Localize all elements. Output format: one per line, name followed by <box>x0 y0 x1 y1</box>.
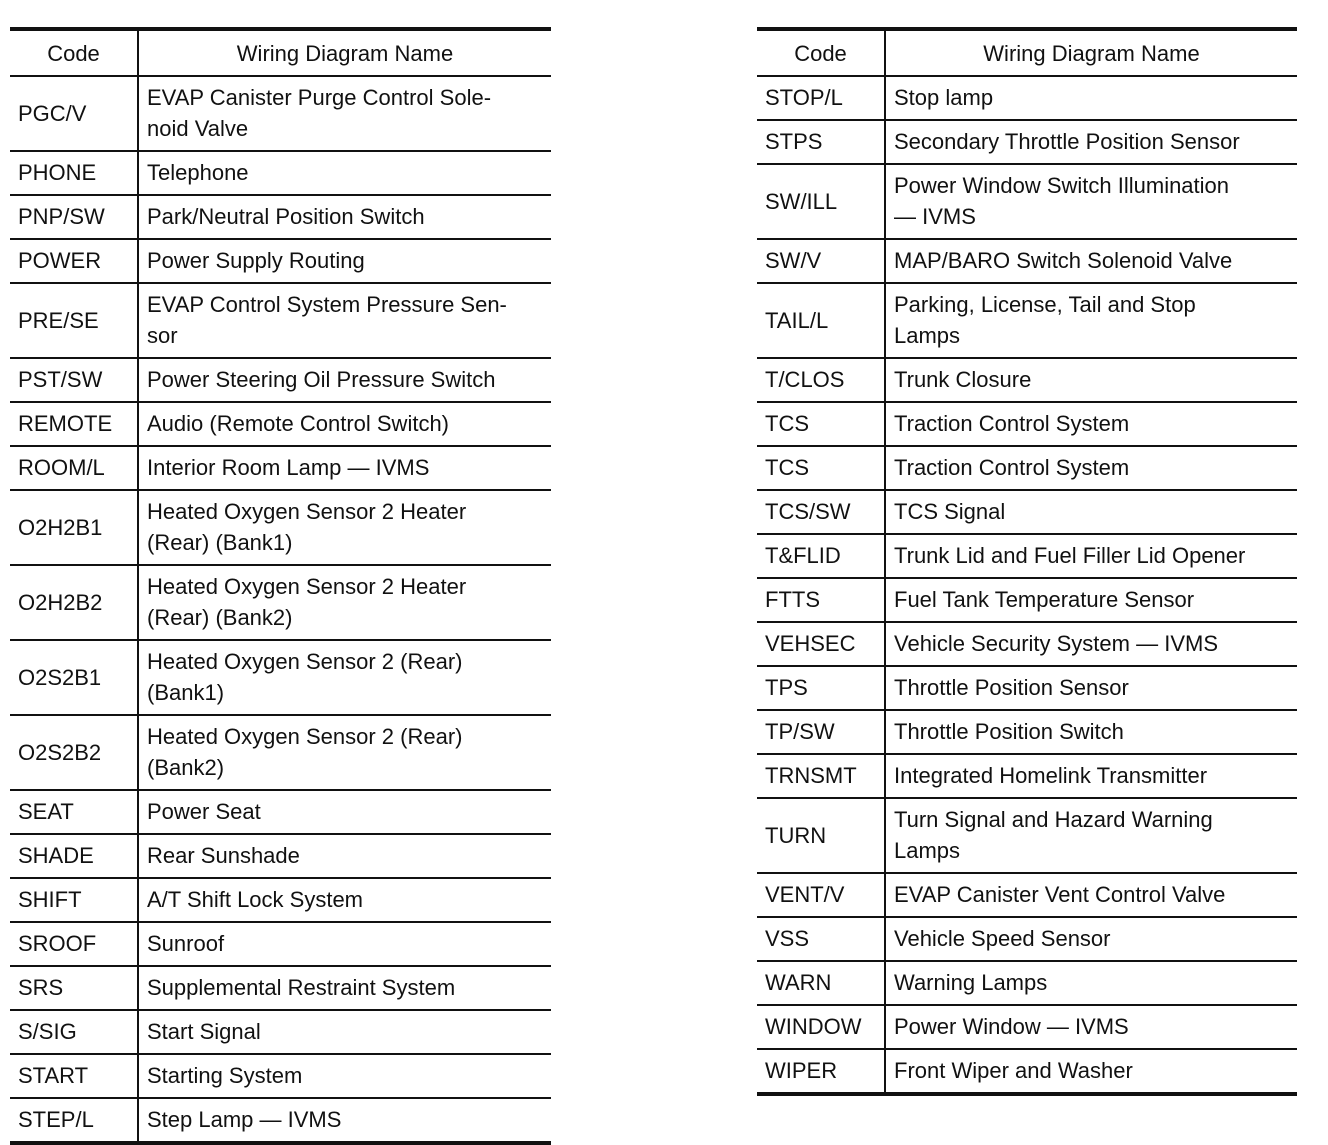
code-cell: TCS <box>757 446 885 490</box>
table-row <box>10 966 551 1010</box>
diagram-name-cell: Power Window — IVMS <box>885 1005 1297 1049</box>
diagram-name-cell: Parking, License, Tail and Stop Lamps <box>885 283 1297 358</box>
code-cell: SW/V <box>757 239 885 283</box>
code-cell: PST/SW <box>10 358 138 402</box>
diagram-name-cell: Power Seat <box>138 790 551 834</box>
table-row <box>10 76 551 151</box>
diagram-name-cell: EVAP Canister Vent Control Valve <box>885 873 1297 917</box>
code-cell: SRS <box>10 966 138 1010</box>
table-row <box>757 490 1297 534</box>
diagram-name-cell: Warning Lamps <box>885 961 1297 1005</box>
diagram-name-cell: Heated Oxygen Sensor 2 Heater (Rear) (Bank1) <box>138 490 551 565</box>
table-row <box>757 402 1297 446</box>
diagram-name-cell: Secondary Throttle Position Sensor <box>885 120 1297 164</box>
diagram-name-cell: Vehicle Speed Sensor <box>885 917 1297 961</box>
code-cell: START <box>10 1054 138 1098</box>
diagram-name-cell: Sunroof <box>138 922 551 966</box>
code-cell: WARN <box>757 961 885 1005</box>
code-cell: STEP/L <box>10 1098 138 1143</box>
table-row <box>10 239 551 283</box>
diagram-name-cell: Traction Control System <box>885 446 1297 490</box>
table-row <box>10 715 551 790</box>
diagram-name-cell: Integrated Homelink Transmitter <box>885 754 1297 798</box>
table-row <box>757 239 1297 283</box>
code-cell: O2H2B1 <box>10 490 138 565</box>
table-row <box>10 402 551 446</box>
table-row <box>10 878 551 922</box>
table-row <box>757 120 1297 164</box>
diagram-name-cell: Stop lamp <box>885 76 1297 120</box>
diagram-name-cell: EVAP Canister Purge Control Sole- noid Valve <box>138 76 551 151</box>
wiring-code-table-left <box>10 27 551 1145</box>
table-body-right <box>757 76 1297 1094</box>
diagram-name-cell: EVAP Control System Pressure Sen- sor <box>138 283 551 358</box>
diagram-name-cell: Power Window Switch Illumination — IVMS <box>885 164 1297 239</box>
code-cell: SHADE <box>10 834 138 878</box>
table-row <box>10 565 551 640</box>
diagram-name-cell: Telephone <box>138 151 551 195</box>
diagram-name-cell: Throttle Position Switch <box>885 710 1297 754</box>
code-cell: VENT/V <box>757 873 885 917</box>
table-row <box>757 76 1297 120</box>
table-row <box>10 790 551 834</box>
code-cell: ROOM/L <box>10 446 138 490</box>
table-row <box>10 151 551 195</box>
code-cell: REMOTE <box>10 402 138 446</box>
name-column-header: Wiring Diagram Name <box>138 29 551 76</box>
diagram-name-cell: MAP/BARO Switch Solenoid Valve <box>885 239 1297 283</box>
table-row <box>10 1054 551 1098</box>
table-row <box>757 961 1297 1005</box>
code-cell: TURN <box>757 798 885 873</box>
table-row <box>757 710 1297 754</box>
table-row <box>10 922 551 966</box>
code-cell: SHIFT <box>10 878 138 922</box>
diagram-name-cell: Trunk Lid and Fuel Filler Lid Opener <box>885 534 1297 578</box>
table-row <box>757 534 1297 578</box>
code-cell: T&FLID <box>757 534 885 578</box>
code-cell: VSS <box>757 917 885 961</box>
diagram-name-cell: Heated Oxygen Sensor 2 (Rear) (Bank2) <box>138 715 551 790</box>
code-cell: STOP/L <box>757 76 885 120</box>
diagram-name-cell: Front Wiper and Washer <box>885 1049 1297 1094</box>
diagram-name-cell: TCS Signal <box>885 490 1297 534</box>
diagram-name-cell: Traction Control System <box>885 402 1297 446</box>
code-cell: PHONE <box>10 151 138 195</box>
table-row <box>757 578 1297 622</box>
diagram-name-cell: Trunk Closure <box>885 358 1297 402</box>
code-cell: TRNSMT <box>757 754 885 798</box>
code-cell: SEAT <box>10 790 138 834</box>
table-row <box>757 917 1297 961</box>
code-cell: O2S2B1 <box>10 640 138 715</box>
code-cell: T/CLOS <box>757 358 885 402</box>
diagram-name-cell: Power Steering Oil Pressure Switch <box>138 358 551 402</box>
table-row <box>10 446 551 490</box>
table-row <box>757 798 1297 873</box>
table-row <box>10 490 551 565</box>
table-row <box>10 283 551 358</box>
table-header-row <box>10 29 551 76</box>
code-cell: WIPER <box>757 1049 885 1094</box>
code-cell: TP/SW <box>757 710 885 754</box>
table-row <box>757 283 1297 358</box>
diagram-name-cell: Supplemental Restraint System <box>138 966 551 1010</box>
table-row <box>10 1098 551 1143</box>
table-row <box>10 640 551 715</box>
code-cell: FTTS <box>757 578 885 622</box>
table-body-left <box>10 76 551 1143</box>
code-cell: O2S2B2 <box>10 715 138 790</box>
code-cell: TCS <box>757 402 885 446</box>
code-cell: POWER <box>10 239 138 283</box>
diagram-name-cell: Fuel Tank Temperature Sensor <box>885 578 1297 622</box>
diagram-name-cell: Turn Signal and Hazard Warning Lamps <box>885 798 1297 873</box>
table-row <box>757 446 1297 490</box>
code-cell: PNP/SW <box>10 195 138 239</box>
table-row <box>757 622 1297 666</box>
code-cell: VEHSEC <box>757 622 885 666</box>
diagram-name-cell: Start Signal <box>138 1010 551 1054</box>
table-row <box>757 1005 1297 1049</box>
code-cell: PRE/SE <box>10 283 138 358</box>
code-cell: O2H2B2 <box>10 565 138 640</box>
code-cell: WINDOW <box>757 1005 885 1049</box>
diagram-name-cell: Step Lamp — IVMS <box>138 1098 551 1143</box>
name-column-header: Wiring Diagram Name <box>885 29 1297 76</box>
code-cell: TCS/SW <box>757 490 885 534</box>
diagram-name-cell: Rear Sunshade <box>138 834 551 878</box>
table-row <box>757 1049 1297 1094</box>
table-row <box>10 358 551 402</box>
diagram-name-cell: Heated Oxygen Sensor 2 (Rear) (Bank1) <box>138 640 551 715</box>
code-column-header: Code <box>10 29 138 76</box>
table-row <box>757 666 1297 710</box>
table-row <box>757 164 1297 239</box>
diagram-name-cell: A/T Shift Lock System <box>138 878 551 922</box>
wiring-code-table-right <box>757 27 1297 1096</box>
table-row <box>757 873 1297 917</box>
diagram-name-cell: Interior Room Lamp — IVMS <box>138 446 551 490</box>
code-cell: STPS <box>757 120 885 164</box>
table-row <box>757 358 1297 402</box>
table-row <box>10 834 551 878</box>
diagram-name-cell: Vehicle Security System — IVMS <box>885 622 1297 666</box>
diagram-name-cell: Throttle Position Sensor <box>885 666 1297 710</box>
table-row <box>10 1010 551 1054</box>
code-column-header: Code <box>757 29 885 76</box>
diagram-name-cell: Power Supply Routing <box>138 239 551 283</box>
code-cell: PGC/V <box>10 76 138 151</box>
table-row <box>757 754 1297 798</box>
code-cell: TPS <box>757 666 885 710</box>
table-row <box>10 195 551 239</box>
diagram-name-cell: Park/Neutral Position Switch <box>138 195 551 239</box>
table-header-row <box>757 29 1297 76</box>
diagram-name-cell: Audio (Remote Control Switch) <box>138 402 551 446</box>
code-cell: SROOF <box>10 922 138 966</box>
code-cell: SW/ILL <box>757 164 885 239</box>
diagram-name-cell: Starting System <box>138 1054 551 1098</box>
diagram-name-cell: Heated Oxygen Sensor 2 Heater (Rear) (Bank2) <box>138 565 551 640</box>
code-cell: TAIL/L <box>757 283 885 358</box>
code-cell: S/SIG <box>10 1010 138 1054</box>
